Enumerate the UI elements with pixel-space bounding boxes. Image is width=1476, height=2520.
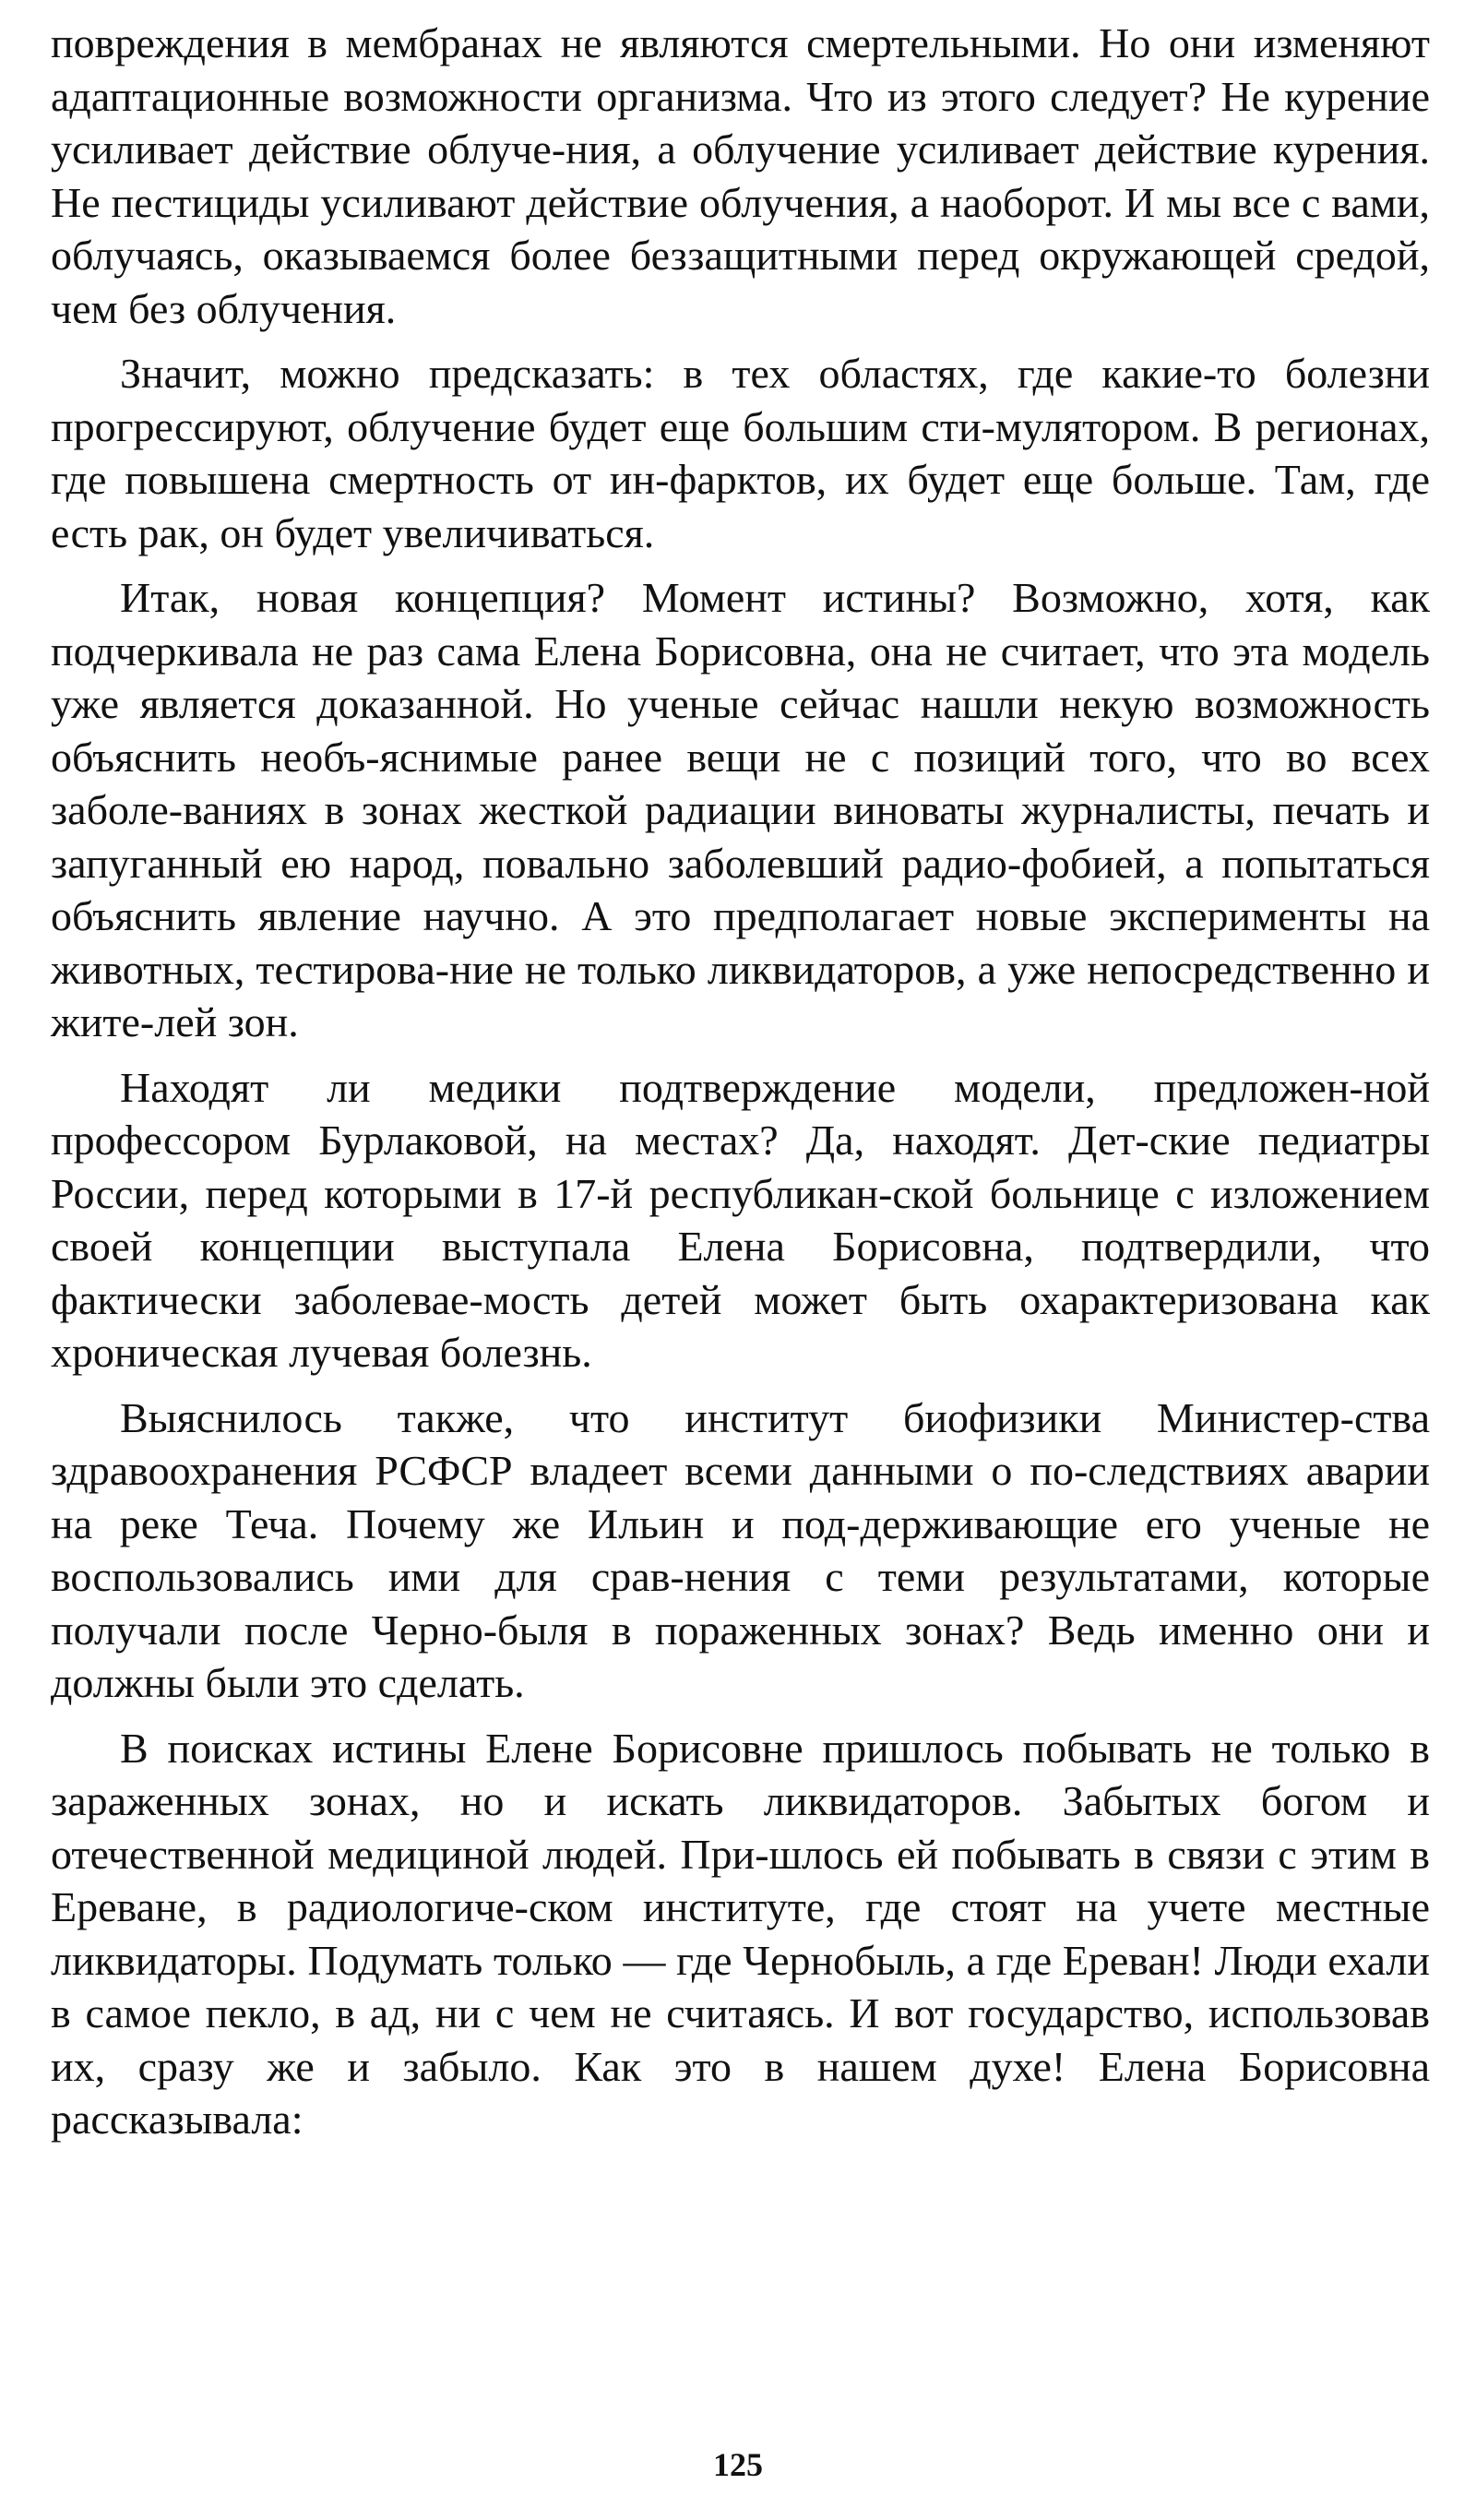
paragraph-2: Значит, можно предсказать: в тех областях, где какие-то болезни прогрессируют, облучение будет еще большим сти-мулятором. В регионах, где повышена смертность от ин-фарктов, их будет еще больше. Там, где есть рак, он будет увеличиваться. (51, 350, 1430, 556)
page-number: 125 (713, 2446, 763, 2483)
paragraph-6: В поисках истины Елене Борисовне пришлось побывать не только в зараженных зонах, но и искать ликвидаторов. Забытых богом и отечественной медициной людей. При-шлось ей побывать в связи с этим в Ереване, в радиологиче-ском институте, где стоят на учете местные ликвидаторы. Подумать только — где Чернобыль, а где Ереван! Люди ехали в самое пекло, в ад, ни с чем не считаясь. И вот государство, использовав их, сразу же и забыло. Как это в нашем духе! Елена Борисовна рассказывала: (51, 1724, 1430, 2143)
page-text (51, 17, 1430, 2158)
paragraph-3: Итак, новая концепция? Момент истины? Возможно, хотя, как подчеркивала не раз сама Елена Борисовна, она не считает, что эта модель уже является доказанной. Но ученые сейчас нашли некую возможность объяснить необъ-яснимые ранее вещи не с позиций того, что во всех заболе-ваниях в зонах жесткой радиации виноваты журналисты, печать и запуганный ею народ, повально заболевший радио-фобией, а попытаться объяснить явление научно. А это предполагает новые эксперименты на животных, тестирова-ние не только ликвидаторов, а уже непосредственно и жите-лей зон. (51, 574, 1430, 1045)
paragraph-1: повреждения в мембранах не являются смертельными. Но они изменяют адаптационные возможности организма. Что из этого следует? Не курение усиливает действие облуче-ния, а облучение усиливает действие курения. Не пестициды усиливают действие облучения, а наоборот. И мы все с вами, облучаясь, оказываемся более беззащитными перед окружающей средой, чем без облучения. (51, 19, 1430, 332)
paragraph-5: Выяснилось также, что институт биофизики Министер-ства здравоохранения РСФСР владеет всеми данными о по-следствиях аварии на реке Теча. Почему же Ильин и под-держивающие его ученые не воспользовались ими для срав-нения с теми результатами, которые получали после Черно-быля в пораженных зонах? Ведь именно они и должны были это сделать. (51, 1393, 1430, 1706)
paragraph-4: Находят ли медики подтверждение модели, предложен-ной профессором Бурлаковой, на местах? Да, находят. Дет-ские педиатры России, перед которыми в 17-й республикан-ской больнице с изложением своей концепции выступала Елена Борисовна, подтвердили, что фактически заболевае-мость детей может быть охарактеризована как хроническая лучевая болезнь. (51, 1063, 1430, 1376)
